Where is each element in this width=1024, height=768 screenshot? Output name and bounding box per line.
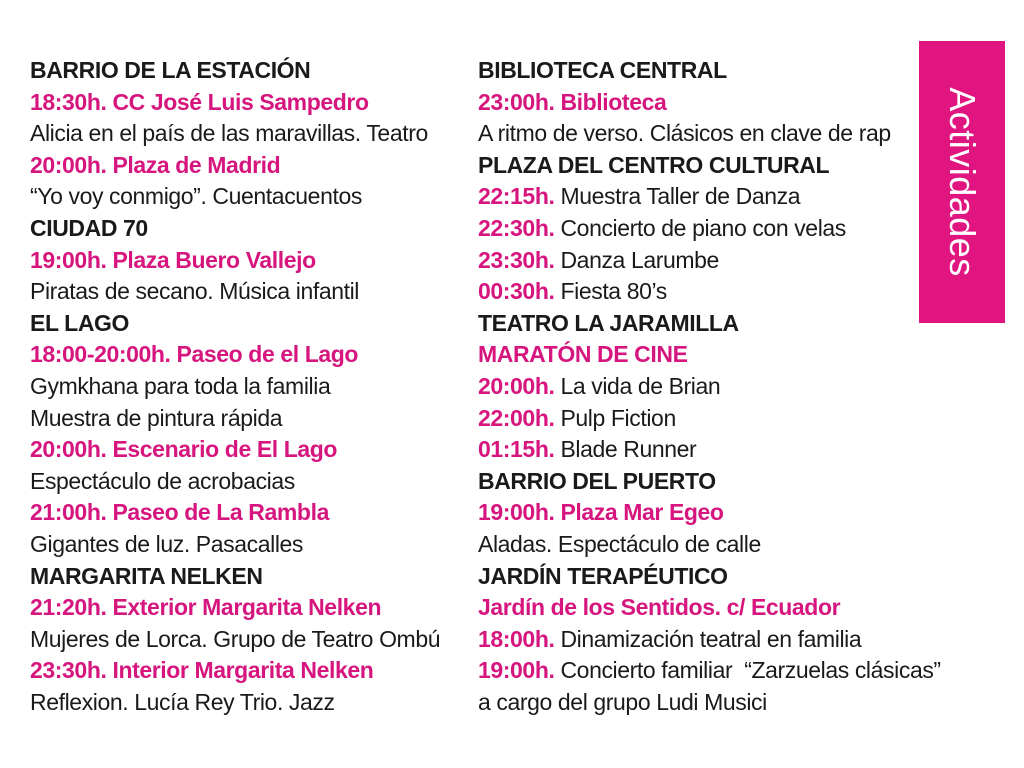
event-time: 18:00h.	[478, 625, 555, 652]
left-column	[30, 55, 450, 718]
event-line	[478, 276, 918, 308]
event-line	[478, 655, 941, 687]
event-line	[478, 403, 918, 435]
section-heading: TEATRO LA JARAMILLA	[478, 309, 739, 336]
event-time: 22:15h.	[478, 183, 555, 210]
event-line	[478, 371, 918, 403]
event-time-venue: 19:00h. Plaza Buero Vallejo	[30, 246, 316, 273]
event-line	[478, 245, 918, 277]
event-title: Muestra Taller de Danza	[560, 183, 801, 210]
section-heading: BARRIO DE LA ESTACIÓN	[30, 57, 311, 83]
event-line	[478, 434, 918, 466]
event-time: 19:00h.	[478, 657, 555, 684]
event-title: Blade Runner	[560, 436, 697, 463]
event-description: Gigantes de luz. Pasacalles	[30, 530, 304, 557]
event-description: a cargo del grupo Ludi Musici	[478, 688, 767, 715]
section-heading: PLAZA DEL CENTRO CULTURAL	[478, 151, 830, 178]
event-title: Concierto familiar “Zarzuelas clásicas”	[560, 657, 941, 684]
event-line	[478, 181, 918, 213]
section-heading: CIUDAD 70	[30, 214, 148, 241]
event-time-venue: 19:00h. Plaza Mar Egeo	[478, 499, 724, 526]
event-time: 22:30h.	[478, 214, 555, 241]
event-description: “Yo voy conmigo”. Cuentacuentos	[30, 183, 362, 210]
event-title: Concierto de piano con velas	[560, 214, 846, 241]
event-time-venue: 23:00h. Biblioteca	[478, 88, 667, 115]
event-description: A ritmo de verso. Clásicos en clave de rap	[478, 120, 891, 147]
event-time-venue: 20:00h. Escenario de El Lago	[30, 436, 338, 463]
section-heading: EL LAGO	[30, 309, 130, 336]
event-title: Pulp Fiction	[560, 404, 676, 431]
section-heading: BIBLIOTECA CENTRAL	[478, 57, 727, 83]
event-line	[478, 213, 918, 245]
section-heading: JARDÍN TERAPÉUTICO	[478, 562, 728, 589]
event-time-venue: 20:00h. Plaza de Madrid	[30, 151, 281, 178]
section-tab-label: Actividades	[942, 87, 983, 277]
event-description: Piratas de secano. Música infantil	[30, 278, 360, 305]
event-description: Aladas. Espectáculo de calle	[478, 530, 761, 557]
section-heading: MARGARITA NELKEN	[30, 562, 263, 589]
section-heading: BARRIO DEL PUERTO	[478, 467, 716, 494]
event-title: Dinamización teatral en familia	[560, 625, 862, 652]
event-subheading: MARATÓN DE CINE	[478, 341, 688, 368]
event-time: 23:30h.	[478, 246, 555, 273]
event-time: 20:00h.	[478, 372, 555, 399]
event-time: 00:30h.	[478, 278, 555, 305]
event-description: Mujeres de Lorca. Grupo de Teatro Ombú	[30, 625, 441, 652]
event-title: Danza Larumbe	[560, 246, 719, 273]
event-time-venue: 18:30h. CC José Luis Sampedro	[30, 88, 369, 115]
event-description: Muestra de pintura rápida	[30, 404, 283, 431]
event-description: Alicia en el país de las maravillas. Teatro	[30, 120, 428, 147]
event-description: Reflexion. Lucía Rey Trio. Jazz	[30, 688, 335, 715]
event-title: La vida de Brian	[560, 372, 721, 399]
event-time-venue: 21:00h. Paseo de La Rambla	[30, 499, 329, 526]
right-column	[478, 55, 941, 718]
section-tab	[919, 41, 1005, 323]
event-time-venue: 21:20h. Exterior Margarita Nelken	[30, 594, 382, 621]
event-time-venue: 23:30h. Interior Margarita Nelken	[30, 657, 374, 684]
event-description: Gymkhana para toda la familia	[30, 372, 331, 399]
event-line	[478, 624, 918, 656]
event-subheading: Jardín de los Sentidos. c/ Ecuador	[478, 594, 841, 621]
event-time: 01:15h.	[478, 436, 555, 463]
event-title: Fiesta 80’s	[560, 278, 667, 305]
event-time: 22:00h.	[478, 404, 555, 431]
event-description: Espectáculo de acrobacias	[30, 467, 295, 494]
event-time-venue: 18:00-20:00h. Paseo de el Lago	[30, 341, 359, 368]
